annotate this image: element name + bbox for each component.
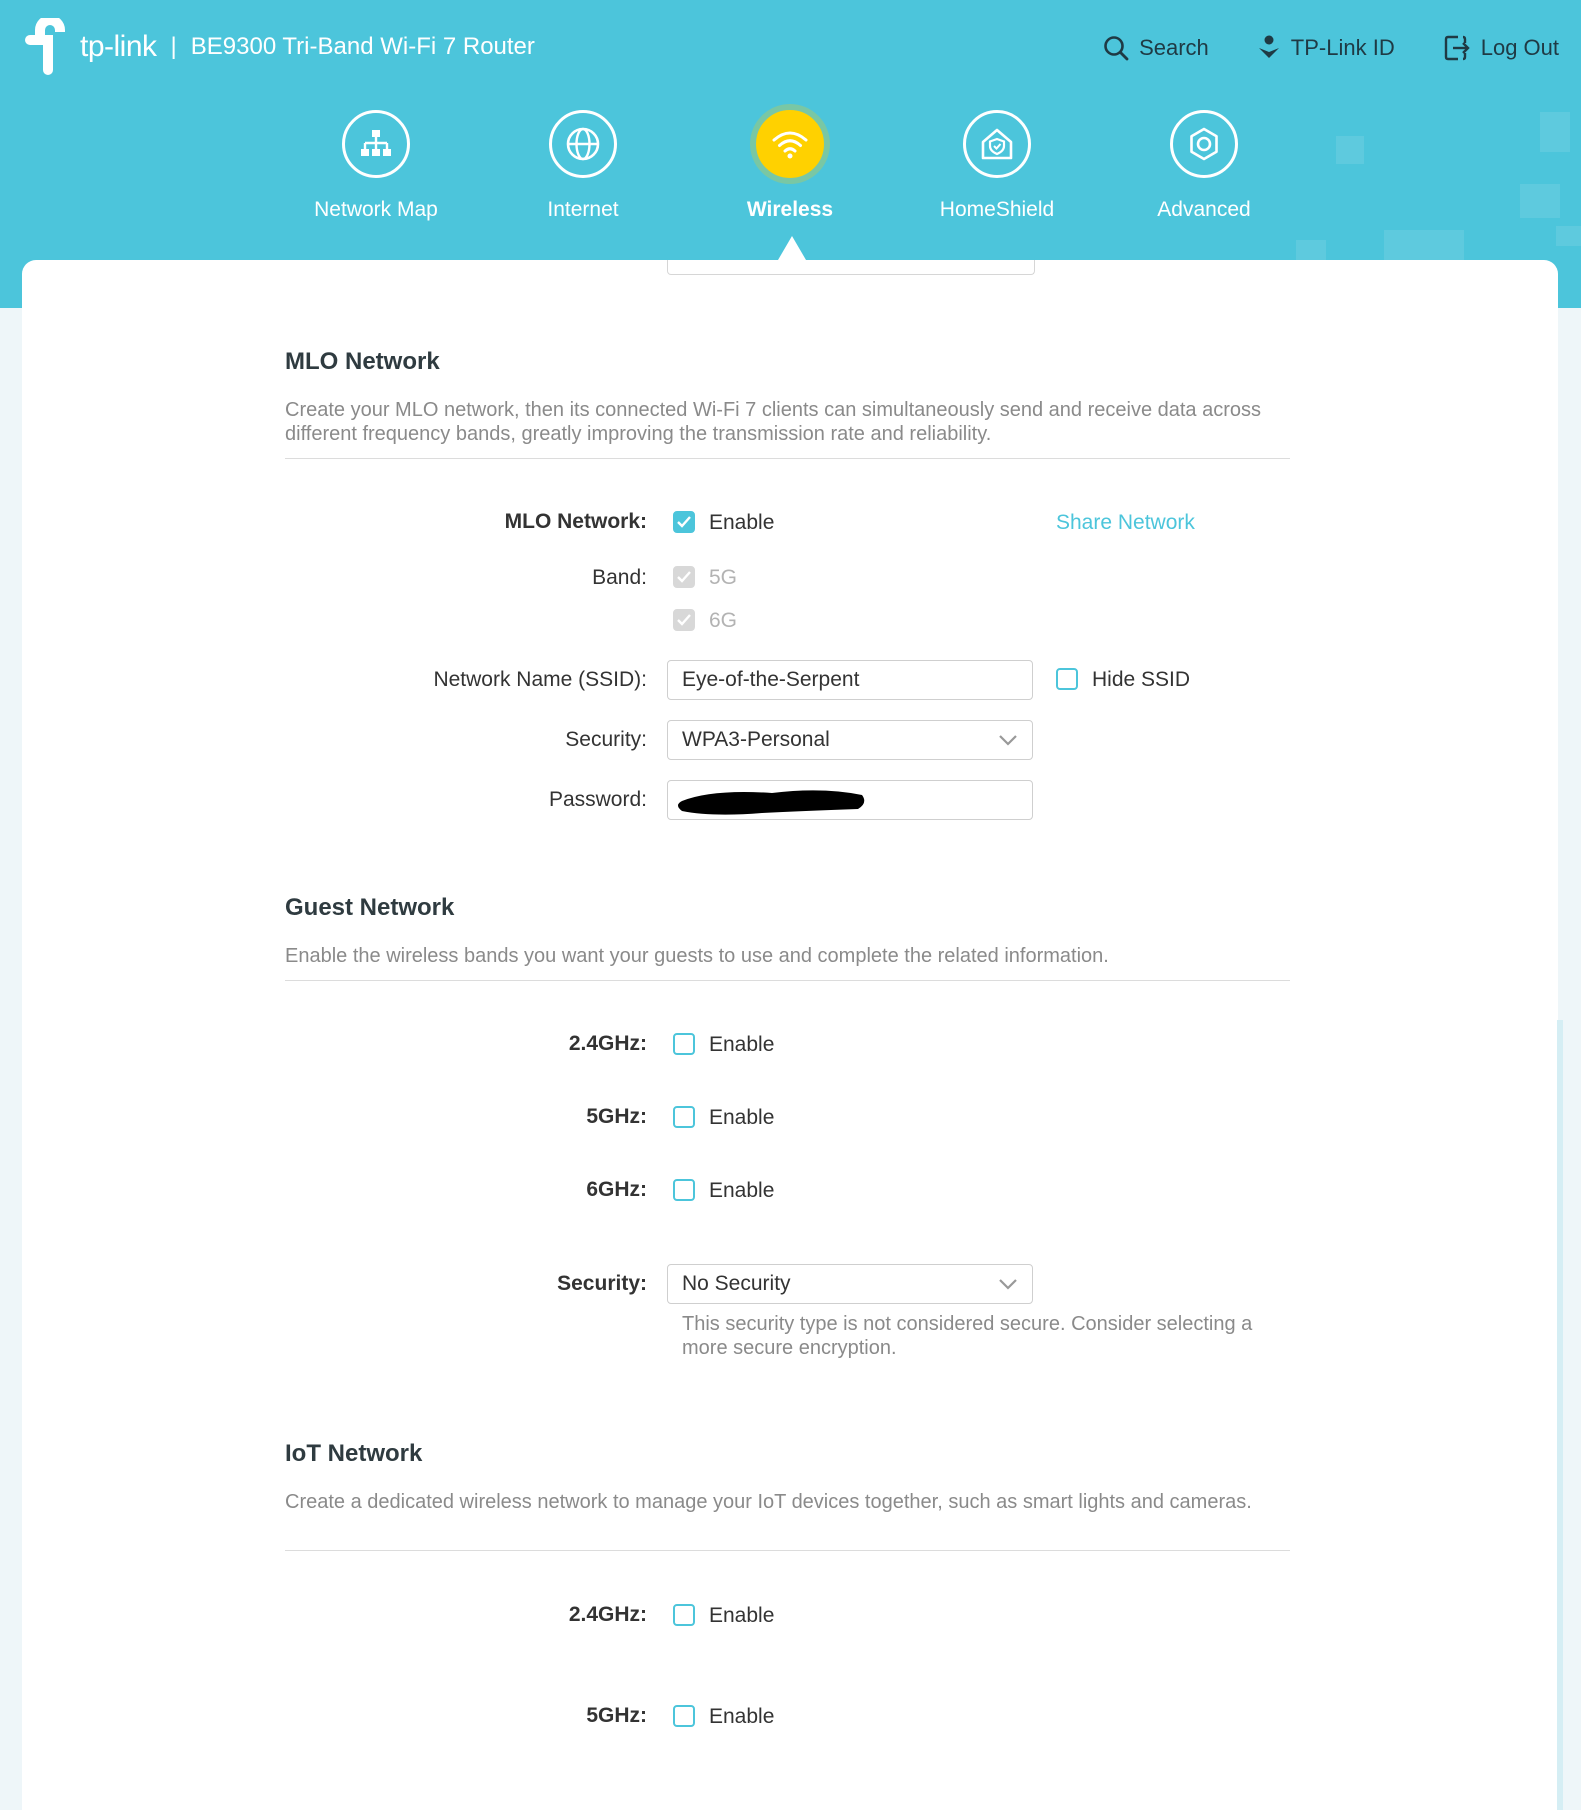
mlo-network-label: MLO Network: bbox=[504, 510, 647, 533]
password-label: Password: bbox=[548, 788, 647, 811]
section-divider bbox=[285, 458, 1290, 459]
redaction-mark bbox=[672, 781, 872, 821]
guest-6ghz-enable-label: Enable bbox=[709, 1179, 775, 1202]
mlo-section-description: Create your MLO network, then its connected Wi-Fi 7 clients can simultaneously send and receive data across different frequency bands, greatly improving the transmission rate and reliability. bbox=[285, 399, 1262, 445]
guest-section-title: Guest Network bbox=[285, 894, 455, 921]
guest-5ghz-enable-label: Enable bbox=[709, 1106, 775, 1129]
tplink-id-label: TP-Link ID bbox=[1290, 35, 1395, 60]
guest-security-value: No Security bbox=[682, 1272, 791, 1295]
nav-internet[interactable] bbox=[493, 110, 673, 222]
guest-24ghz-checkbox[interactable] bbox=[673, 1033, 695, 1055]
iot-5ghz-label: 5GHz: bbox=[586, 1704, 647, 1727]
guest-5ghz-label: 5GHz: bbox=[586, 1105, 647, 1128]
guest-security-select[interactable] bbox=[667, 1264, 1033, 1304]
nav-homeshield[interactable] bbox=[907, 110, 1087, 222]
tplink-id-icon bbox=[1257, 34, 1281, 62]
iot-5ghz-checkbox[interactable] bbox=[673, 1705, 695, 1727]
hide-ssid-label: Hide SSID bbox=[1092, 668, 1191, 691]
logout-icon bbox=[1443, 34, 1471, 62]
iot-section-description: Create a dedicated wireless network to manage your IoT devices together, such as smart lights and cameras. bbox=[285, 1491, 1252, 1513]
search-button[interactable] bbox=[1103, 35, 1209, 61]
brand-logo bbox=[20, 18, 535, 76]
security-select[interactable] bbox=[667, 720, 1033, 760]
content-card bbox=[22, 260, 1558, 1810]
password-input[interactable] bbox=[667, 780, 1033, 820]
wifi-icon bbox=[756, 110, 824, 178]
ssid-label: Network Name (SSID): bbox=[433, 668, 647, 691]
gear-icon bbox=[1170, 110, 1238, 178]
nav-wireless[interactable] bbox=[700, 110, 880, 222]
chevron-down-icon bbox=[998, 734, 1018, 746]
top-actions bbox=[1055, 34, 1559, 62]
iot-24ghz-enable-label: Enable bbox=[709, 1604, 775, 1627]
check-icon bbox=[677, 614, 691, 626]
guest-6ghz-label: 6GHz: bbox=[586, 1178, 647, 1201]
guest-security-label: Security: bbox=[557, 1272, 647, 1295]
band-label: Band: bbox=[592, 566, 647, 589]
guest-6ghz-checkbox[interactable] bbox=[673, 1179, 695, 1201]
section-divider bbox=[285, 980, 1290, 981]
tp-link-logo-icon bbox=[20, 18, 76, 76]
logout-label: Log Out bbox=[1480, 35, 1559, 60]
mlo-enable-checkbox[interactable] bbox=[673, 511, 695, 533]
mlo-section-title: MLO Network bbox=[285, 348, 440, 375]
ssid-input[interactable] bbox=[667, 660, 1033, 700]
logout-button[interactable] bbox=[1443, 34, 1559, 62]
check-icon bbox=[677, 571, 691, 583]
band-5g-checkbox bbox=[673, 566, 695, 588]
nav-label: Advanced bbox=[1157, 198, 1251, 221]
search-label: Search bbox=[1139, 35, 1209, 60]
nav-label: Wireless bbox=[746, 198, 834, 221]
router-name: BE9300 Tri-Band Wi-Fi 7 Router bbox=[190, 33, 535, 60]
home-shield-icon bbox=[963, 110, 1031, 178]
ssid-value: Eye-of-the-Serpent bbox=[682, 668, 860, 691]
iot-24ghz-label: 2.4GHz: bbox=[568, 1603, 647, 1626]
nav-network-map[interactable] bbox=[286, 110, 466, 222]
scrollbar[interactable] bbox=[1557, 1020, 1563, 1810]
security-label: Security: bbox=[565, 728, 647, 751]
iot-5ghz-enable-label: Enable bbox=[709, 1705, 775, 1728]
globe-icon bbox=[549, 110, 617, 178]
guest-24ghz-label: 2.4GHz: bbox=[568, 1032, 647, 1055]
band-6g-label: 6G bbox=[709, 609, 738, 632]
band-5g-label: 5G bbox=[709, 566, 738, 589]
security-value: WPA3-Personal bbox=[682, 728, 830, 751]
network-map-icon bbox=[342, 110, 410, 178]
search-icon bbox=[1103, 35, 1129, 61]
nav-label: HomeShield bbox=[939, 198, 1055, 221]
previous-field-edge bbox=[667, 260, 1035, 275]
mlo-enable-label: Enable bbox=[709, 511, 775, 534]
brand-name: tp-link bbox=[80, 30, 157, 63]
section-divider bbox=[285, 1550, 1290, 1551]
iot-24ghz-checkbox[interactable] bbox=[673, 1604, 695, 1626]
tplink-id-button[interactable] bbox=[1257, 34, 1395, 62]
hide-ssid-checkbox[interactable] bbox=[1056, 668, 1078, 690]
chevron-down-icon bbox=[998, 1278, 1018, 1290]
iot-section-title: IoT Network bbox=[285, 1440, 423, 1467]
check-icon bbox=[677, 516, 691, 528]
band-6g-checkbox bbox=[673, 609, 695, 631]
nav-advanced[interactable] bbox=[1114, 110, 1294, 222]
header-separator: | bbox=[170, 33, 177, 60]
nav-label: Network Map bbox=[314, 198, 438, 221]
guest-section-description: Enable the wireless bands you want your guests to use and complete the related information. bbox=[285, 945, 1109, 967]
guest-security-note: This security type is not considered secure. Consider selecting a more secure encryption. bbox=[682, 1313, 1253, 1359]
guest-5ghz-checkbox[interactable] bbox=[673, 1106, 695, 1128]
nav-label: Internet bbox=[547, 198, 619, 221]
guest-24ghz-enable-label: Enable bbox=[709, 1033, 775, 1056]
active-nav-indicator bbox=[778, 236, 806, 260]
share-network-link[interactable]: Share Network bbox=[1056, 511, 1195, 534]
